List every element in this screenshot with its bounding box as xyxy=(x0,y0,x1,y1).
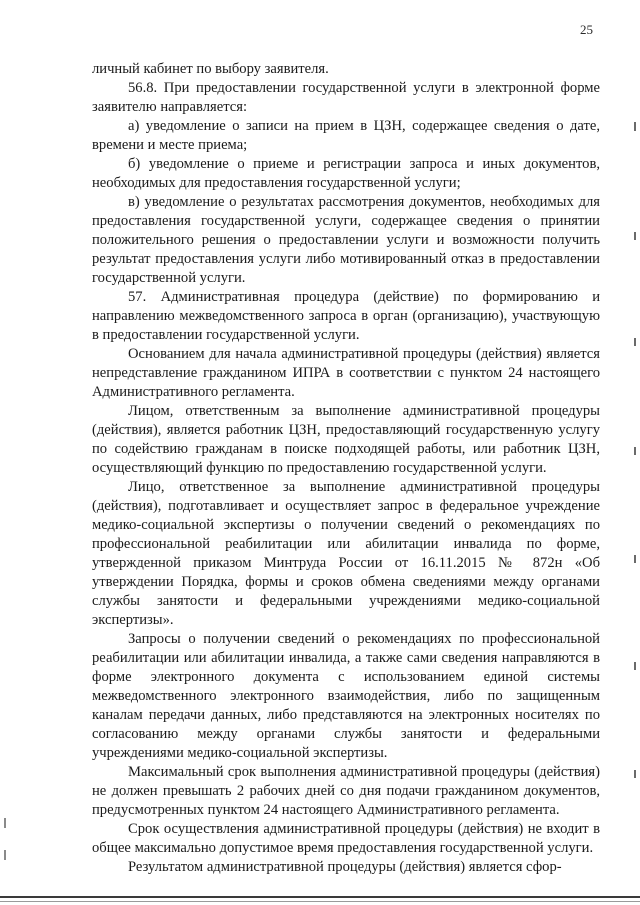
scan-mark-right-5 xyxy=(634,555,636,563)
scan-mark-right-6 xyxy=(634,662,636,670)
paragraph-56-8: 56.8. При предоставлении государственной услуги в электронной форме заявителю направляется: xyxy=(92,80,600,115)
paragraph-request-preparation: Лицо, ответственное за выполнение административной процедуры (действия), подготавливает и осуществляет запрос в федеральное учреждение медико-социальной экспертизы о получении сведений о рекомендациях по профессиональной реабилитации или абилитации инвалида по форме, утвержденной приказом Минтруда России от 16.11.2015 № 872н «Об утверждении Порядка, формы и сроков обмена сведениями между органами службы занятости и федеральными учреждениями медико-социальной экспертизы». xyxy=(92,479,600,628)
paragraph-responsible-person: Лицом, ответственным за выполнение административной процедуры (действия), является работник ЦЗН, предоставляющий государственную услугу по содействию гражданам в поиске подходящей работы, или работник ЦЗН, осуществляющий функцию по предоставлению государственной услуги. xyxy=(92,403,600,476)
bottom-scan-edge-light xyxy=(0,901,640,902)
document-body xyxy=(92,60,600,877)
paragraph-57: 57. Административная процедура (действие) по формированию и направлению межведомственного запроса в орган (организацию), участвующую в предоставлении государственной услуги. xyxy=(92,289,600,343)
paragraph-item-v: в) уведомление о результатах рассмотрения документов, необходимых для предоставления государственной услуги, содержащее сведения о принятии положительного решения о предоставлении услуги и возможности получить результат предоставления услуги либо мотивированный отказ в предоставлении государственной услуги. xyxy=(92,194,600,286)
scan-mark-right-1 xyxy=(634,122,636,131)
paragraph-basis: Основанием для начала административной процедуры (действия) является непредставление гражданином ИПРА в соответствии с пунктом 24 настоящего Административного регламента. xyxy=(92,346,600,400)
paragraph-continuation: личный кабинет по выбору заявителя. xyxy=(92,61,329,77)
scan-mark-left-2 xyxy=(4,850,6,860)
paragraph-request-channels: Запросы о получении сведений о рекомендациях по профессиональной реабилитации или абилитации инвалида, а также сами сведения направляются в форме электронного документа с использованием единой системы межведомственного электронного взаимодействия, либо по защищенным каналам передачи данных, либо представляются на электронных носителях по согласованию между органами службы занятости и федеральными учреждениями медико-социальной экспертизы. xyxy=(92,631,600,761)
scan-mark-right-4 xyxy=(634,447,636,455)
paragraph-max-term: Максимальный срок выполнения административной процедуры (действия) не должен превышать 2 рабочих дней со дня подачи гражданином документов, предусмотренных пунктом 24 настоящего Административного регламента. xyxy=(92,764,600,818)
scan-mark-right-3 xyxy=(634,338,636,346)
paragraph-term-not-included: Срок осуществления административной процедуры (действия) не входит в общее максимально допустимое время предоставления государственной услуги. xyxy=(92,821,600,856)
paragraph-result: Результатом административной процедуры (действия) является сфор- xyxy=(128,859,562,875)
scan-mark-right-7 xyxy=(634,770,636,778)
scan-mark-right-2 xyxy=(634,232,636,240)
scan-mark-left-1 xyxy=(4,818,6,828)
page-number: 25 xyxy=(580,22,593,37)
paragraph-item-b: б) уведомление о приеме и регистрации запроса и иных документов, необходимых для предоставления государственной услуги; xyxy=(92,156,600,191)
paragraph-item-a: а) уведомление о записи на прием в ЦЗН, содержащее сведения о дате, времени и месте приема; xyxy=(92,118,600,153)
bottom-scan-edge xyxy=(0,896,640,898)
